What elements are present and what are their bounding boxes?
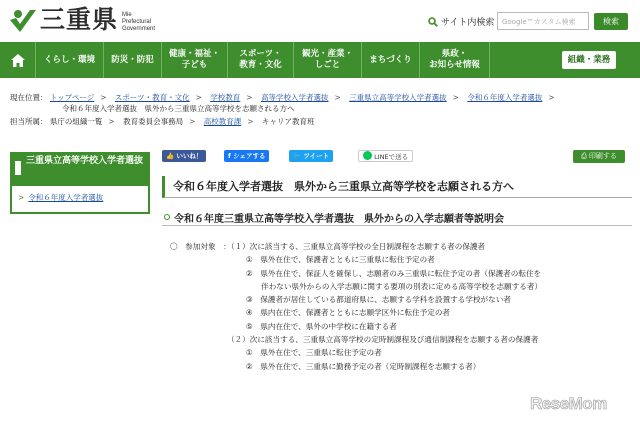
- twitter-bird-icon: 🐦: [293, 152, 302, 160]
- global-nav: [0, 42, 640, 78]
- line-share-button[interactable]: LINEで送る: [358, 150, 413, 162]
- heading-marker-icon: [15, 161, 21, 175]
- chevron-right-icon: >: [334, 93, 341, 102]
- content-line: ② 県外在住で、三重県に勤務予定の者（定時制課程を志願する者）: [170, 361, 481, 371]
- resemom-watermark: ReseMom: [530, 394, 607, 413]
- breadcrumb-current: 令和６年度入学者選抜 県外から三重県立高等学校を志願される方へ: [62, 104, 295, 113]
- facebook-like-button[interactable]: 👍 いいね！: [162, 150, 206, 162]
- logo-title: 三重県: [40, 5, 119, 34]
- search-input[interactable]: Google™カスタム検索: [497, 12, 589, 30]
- content-line: ① 県外在住で、三重県に転住予定の者: [170, 348, 382, 358]
- search-button[interactable]: 検索: [594, 13, 628, 30]
- sidebar-item-r6[interactable]: 令和６年度入学者選抜: [28, 193, 104, 202]
- content-line: 〇 参加対象 ：（１）次に該当する、三重県立高等学校の全日制課程を志願する者の保護者: [170, 242, 486, 251]
- breadcrumb-link[interactable]: トップページ: [49, 93, 95, 102]
- chevron-right-icon: >: [18, 193, 25, 202]
- chevron-right-icon: >: [247, 117, 254, 126]
- nav-item-health[interactable]: 健康・福祉・ 子ども: [162, 42, 228, 78]
- content-line: ④ 県内在住で、保護者とともに志願学区外に転住予定の者: [170, 308, 451, 318]
- breadcrumb-label: 現在位置：: [10, 93, 48, 102]
- mie-emblem-icon: [8, 6, 38, 34]
- breadcrumb-link[interactable]: 令和６年度入学者選抜: [467, 93, 543, 102]
- printer-icon: ⎙: [581, 152, 587, 160]
- breadcrumb-link[interactable]: 高等学校入学者選抜: [260, 93, 329, 102]
- thumbs-up-icon: 👍: [166, 152, 175, 160]
- site-logo[interactable]: [8, 6, 155, 34]
- site-search-label: サイト内検索: [428, 15, 494, 28]
- home-icon: [11, 54, 25, 67]
- chevron-right-icon: >: [189, 117, 196, 126]
- chevron-right-icon: >: [548, 93, 555, 102]
- chevron-right-icon: >: [100, 93, 107, 102]
- nav-item-town[interactable]: まちづくり: [362, 42, 420, 78]
- tweet-button[interactable]: 🐦 ツイート: [289, 150, 333, 162]
- page-title: 令和６年度入学者選抜 県外から三重県立高等学校を志願される方へ: [162, 176, 632, 198]
- content-line: ① 県外在住で、保護者とともに三重県に転住予定の者: [170, 255, 435, 265]
- facebook-icon: f: [228, 152, 231, 160]
- org-button[interactable]: 組織・業務: [562, 51, 616, 69]
- nav-item-sports[interactable]: スポーツ・ 教育・文化: [228, 42, 294, 78]
- breadcrumb-link[interactable]: 学校教育: [210, 93, 241, 102]
- department-row: [10, 116, 632, 127]
- sidebar-menu: [10, 186, 150, 214]
- nav-item-prefecture[interactable]: 県政・ お知らせ情報: [420, 42, 490, 78]
- chevron-right-icon: >: [246, 93, 253, 102]
- facebook-share-button[interactable]: f シェアする: [224, 150, 269, 162]
- circle-bullet-icon: [164, 214, 170, 220]
- department-link[interactable]: 高校教育課: [203, 117, 242, 126]
- chevron-right-icon: >: [195, 93, 202, 102]
- home-button[interactable]: [0, 42, 36, 78]
- chevron-right-icon: >: [452, 93, 459, 102]
- nav-item-tourism[interactable]: 観光・産業・ しごと: [294, 42, 362, 78]
- chevron-right-icon: >: [108, 117, 115, 126]
- nav-item-living[interactable]: くらし・環境: [36, 42, 104, 78]
- header: [0, 0, 640, 42]
- content-line: （２）次に該当する、三重県立高等学校の定時制課程及び通信制課程を志願する者の保護者: [170, 335, 539, 345]
- content-line: ⑤ 県内在住で、県外の中学校に在籍する者: [170, 321, 397, 331]
- breadcrumb-link[interactable]: 三重県立高等学校入学者選抜: [349, 93, 447, 102]
- department-label: 担当所属：: [10, 117, 48, 126]
- content-line: ② 県外在住で、保証人を確保し、志願者のみ三重県に転住予定の者（保護者の転住を: [170, 268, 542, 278]
- content-line: ③ 保護者が居住している都道府県に、志願する学科を設置する学校がない者: [170, 295, 511, 305]
- logo-subtitle: Mie Prefectural Government: [122, 11, 156, 32]
- search-icon: [428, 17, 438, 27]
- content-body: [170, 240, 632, 373]
- content-line: 伴わない県外からの入学志願に関する要項の別表に定める高等学校を志願する者）: [170, 281, 543, 291]
- print-button[interactable]: ⎙ 印刷する: [573, 150, 625, 163]
- department-item: 県庁の組織一覧: [49, 117, 103, 126]
- section-title: 令和６年度三重県立高等学校入学者選抜 県外からの入学志願者等説明会: [162, 210, 632, 226]
- nav-item-disaster[interactable]: 防災・防犯: [104, 42, 162, 78]
- line-icon: [363, 151, 372, 160]
- department-item: 教育委員会事務局: [123, 117, 184, 126]
- department-item: キャリア教育班: [261, 117, 315, 126]
- breadcrumb-link[interactable]: スポーツ・教育・文化: [114, 93, 190, 102]
- breadcrumb: [10, 92, 632, 127]
- sidebar-heading: 三重県立高等学校入学者選抜: [10, 152, 150, 186]
